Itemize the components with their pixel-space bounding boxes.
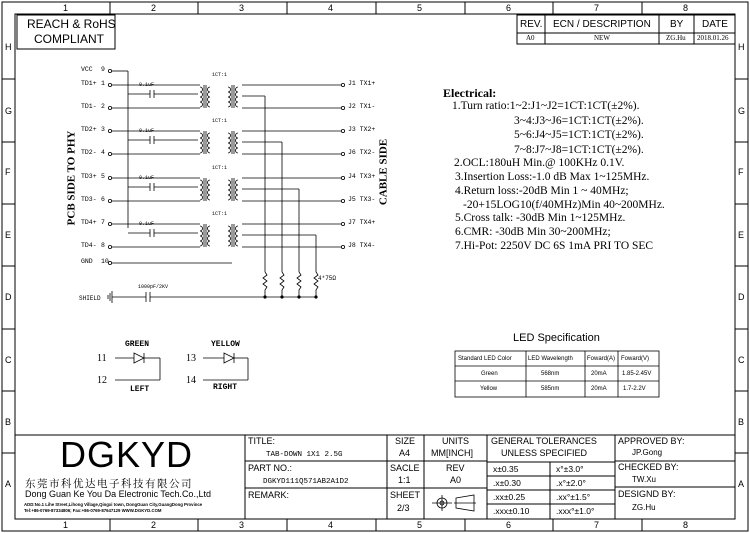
left-pin-name: TD3- (81, 196, 97, 203)
electrical-spec-line: 7~8:J7~J8=1CT:1CT(±2%). (514, 144, 644, 156)
by-header: BY (670, 19, 684, 30)
grid-col-label-bottom: 6 (506, 520, 512, 530)
electrical-spec-line: 1.Turn ratio:1~2:J1~J2=1CT:1CT(±2%). (452, 100, 640, 112)
grid-row-label-left: E (5, 230, 12, 240)
electrical-spec-line: 6.CMR: -30dB Min 30~200MHz; (455, 226, 611, 238)
grid-row-label-right: F (738, 167, 744, 177)
scale-label: SACLE (390, 463, 420, 473)
cap-label: 0.1uF (139, 221, 155, 227)
transformer-schematic (108, 69, 345, 303)
led-spec-cell: Green (481, 371, 498, 377)
grid-col-label-top: 4 (328, 3, 334, 13)
sheet-label: SHEET (390, 490, 421, 500)
compliance-line-1: REACH & RoHS (27, 17, 116, 31)
tolerance-linear: .xx±0.25 (493, 492, 526, 502)
grid-row-label-right: E (738, 230, 745, 240)
tolerance-angular: x°±3.0° (556, 464, 584, 474)
led-spec-cell: 1.85-2.45V (622, 371, 652, 377)
units-value: MM[INCH] (431, 448, 473, 458)
ecn-header: ECN / DESCRIPTION (553, 19, 651, 30)
grid-col-label-bottom: 2 (151, 520, 157, 530)
rev-header: REV. (520, 19, 543, 30)
left-pin-number: 5 (101, 173, 105, 180)
grid-col-label-bottom: 3 (239, 520, 245, 530)
left-pin-name: TD1+ (81, 80, 97, 87)
grid-col-label-top: 2 (151, 3, 157, 13)
left-pin-number: 1 (101, 80, 105, 87)
led-spec-header-1: LED Wavelength (528, 356, 573, 362)
led-spec-header-0: Standard LED Color (458, 356, 512, 362)
led-yellow-pin-a: 13 (186, 353, 196, 364)
turns-ratio-label: 1CT:1 (212, 211, 228, 217)
turns-ratio-label: 1CT:1 (212, 165, 228, 171)
grid-row-label-left: A (5, 479, 12, 489)
grid-col-label-top: 3 (239, 3, 245, 13)
left-pin-number: 9 (101, 66, 105, 73)
company-name-en: Dong Guan Ke You Da Electronic Tech.Co.,Ltd (25, 489, 211, 499)
right-pin-label: J6 TX2- (348, 149, 376, 156)
led-yellow-label: YELLOW (211, 340, 240, 349)
led-spec-cell: 20mA (591, 371, 607, 377)
led-green-pin-a: 11 (97, 353, 107, 364)
checked-label: CHECKED BY: (618, 462, 679, 472)
cable-side-label: CABLE SIDE (377, 138, 390, 206)
rev-value: A0 (526, 34, 535, 42)
date-value: 2018.01.26 (697, 34, 729, 42)
led-spec-header-2: Foward(A) (587, 356, 616, 362)
company-name-cn: 东莞市科优达电子科技有限公司 (25, 478, 193, 490)
cap-label: 0.1uF (139, 82, 155, 88)
cap-label: 0.1uF (139, 175, 155, 181)
tolerance-angular: .xxx°±1.0° (556, 506, 595, 516)
approved-value: JP.Gong (632, 448, 663, 457)
grid-col-label-top: 6 (506, 3, 512, 13)
right-pin-label: J1 TX1+ (348, 80, 376, 87)
tolerance-title-2: UNLESS SPECIFIED (501, 448, 588, 458)
left-pin-name: TD2- (81, 149, 97, 156)
left-pin-name: TD2+ (81, 126, 97, 133)
size-value: A4 (399, 448, 411, 458)
shield-cap-label: 1000pF/2KV (138, 284, 169, 290)
tolerance-angular: .xx°±1.5° (556, 492, 591, 502)
grid-row-label-right: H (738, 42, 745, 52)
company-contact: Tel:+86-0769-87334806; Fax:+86-0769-87647129 WWW.DGKYD.COM (24, 508, 162, 513)
tolerance-title-1: GENERAL TOLERANCES (491, 436, 597, 446)
rev-value-block: A0 (450, 475, 462, 485)
grid-row-label-right: B (738, 417, 745, 427)
grid-row-label-right: G (738, 106, 746, 116)
grid-row-label-right: A (738, 479, 745, 489)
cap-label: 0.1uF (139, 128, 155, 134)
left-pin-name: TD4- (81, 242, 97, 249)
units-label: UNITS (442, 436, 469, 446)
checked-value: TW.Xu (632, 475, 657, 484)
electrical-spec-line: 2.OCL:180uH Min.@ 100KHz 0.1V. (454, 157, 625, 169)
grid-row-label-left: B (5, 417, 12, 427)
tolerance-angular: .x°±2.0° (556, 478, 586, 488)
led-spec-title: LED Specification (513, 332, 600, 344)
grid-row-label-left: F (5, 167, 11, 177)
right-pin-label: J7 TX4+ (348, 219, 376, 226)
grid-col-label-top: 1 (63, 3, 69, 13)
remark-label: REMARK: (248, 490, 290, 500)
left-pin-name: TD4+ (81, 219, 97, 226)
led-spec-cell: 568nm (541, 371, 560, 377)
grid-col-label-bottom: 1 (63, 520, 69, 530)
part-no-label: PART NO.: (248, 463, 293, 473)
led-green-symbol (115, 353, 160, 380)
led-spec-cell: Yellow (480, 386, 498, 392)
turns-ratio-label: 1CT:1 (212, 72, 228, 78)
grid-col-label-bottom: 8 (683, 520, 689, 530)
grid-row-label-left: C (5, 355, 12, 365)
right-pin-label: J8 TX4- (348, 242, 376, 249)
led-green-label: GREEN (125, 340, 150, 349)
compliance-line-2: COMPLIANT (34, 32, 105, 46)
electrical-spec-line: 5~6:J4~J5=1CT:1CT(±2%). (514, 129, 644, 141)
left-pin-number: 7 (101, 219, 105, 226)
scale-value: 1:1 (398, 475, 411, 485)
approved-label: APPROVED BY: (618, 436, 685, 446)
electrical-spec-line: 5.Cross talk: -30dB Min 1~125MHz. (455, 212, 626, 224)
grid-col-label-top: 7 (594, 3, 600, 13)
projection-symbol (432, 495, 476, 511)
design-value: ZG.Hu (632, 503, 656, 512)
right-pin-label: J5 TX3- (348, 196, 376, 203)
led-yellow-symbol (203, 353, 248, 380)
date-header: DATE (702, 19, 728, 30)
design-label: DESIGND BY: (618, 489, 676, 499)
grid-row-label-left: H (5, 42, 12, 52)
led-green-pin-b: 12 (97, 375, 107, 386)
tolerance-linear: .x±0.30 (493, 478, 521, 488)
electrical-spec-line: -20+15LOG10(f/40MHz)Min 40~200MHz. (463, 199, 665, 211)
led-green-side: LEFT (130, 385, 150, 394)
shield-label: SHIELD (79, 295, 101, 302)
tolerance-linear: .xxx±0.10 (493, 506, 530, 516)
left-pin-name: GND (81, 258, 93, 265)
sheet-value: 2/3 (397, 503, 410, 513)
grid-row-label-left: G (5, 106, 13, 116)
right-pin-label: J4 TX3+ (348, 173, 376, 180)
size-label: SIZE (395, 436, 416, 446)
left-pin-number: 2 (101, 103, 105, 110)
left-pin-number: 8 (101, 242, 105, 249)
grid-col-label-bottom: 5 (417, 520, 423, 530)
led-spec-cell: 1.7-2.2V (623, 386, 646, 392)
electrical-spec-line: 3~4:J3~J6=1CT:1CT(±2%). (514, 115, 644, 127)
company-logo: DGKYD (60, 434, 194, 475)
grid-col-label-bottom: 7 (594, 520, 600, 530)
right-pin-label: J3 TX2+ (348, 126, 376, 133)
turns-ratio-label: 1CT:1 (212, 118, 228, 124)
pcb-side-label: PCB SIDE TO PHY (65, 130, 78, 226)
ecn-value: NEW (594, 34, 610, 42)
left-pin-name: TD3+ (81, 173, 97, 180)
tolerance-linear: x±0.35 (493, 464, 519, 474)
left-pin-number: 4 (101, 149, 105, 156)
led-yellow-side: RIGHT (213, 383, 238, 392)
part-no-value: DGKYD111Q571AB2A1D2 (263, 478, 349, 486)
left-pin-number: 6 (101, 196, 105, 203)
electrical-spec-line: 7.Hi-Pot: 2250V DC 6S 1mA PRI TO SEC (455, 240, 654, 252)
led-spec-header-3: Foward(V) (621, 356, 650, 362)
left-pin-name: TD1- (81, 103, 97, 110)
grid-col-label-top: 5 (417, 3, 423, 13)
grid-row-label-right: D (738, 292, 745, 302)
right-pin-label: J2 TX1- (348, 103, 376, 110)
led-spec-cell: 20mA (591, 386, 607, 392)
grid-col-label-top: 8 (683, 3, 689, 13)
grid-row-label-left: D (5, 292, 12, 302)
company-address: ADD:No.1 Lihe Street,Lihong Village,Qingxi town, DongGuan City,GuangDong Province (24, 502, 203, 507)
title-label: TITLE: (248, 436, 276, 446)
led-yellow-pin-b: 14 (186, 375, 196, 386)
electrical-spec-line: 4.Return loss:-20dB Min 1 ~ 40MHz; (455, 185, 629, 197)
electrical-spec-line: 3.Insertion Loss:-1.0 dB Max 1~125MHz. (455, 171, 650, 183)
rev-label: REV (446, 463, 465, 473)
grid-col-label-bottom: 4 (328, 520, 334, 530)
by-value: ZG.Hu (666, 34, 686, 42)
resistor-label: 4*75Ω (318, 275, 337, 282)
electrical-title: Electrical: (443, 86, 497, 100)
left-pin-name: VCC (81, 66, 93, 73)
grid-row-label-right: C (738, 355, 745, 365)
title-value: TAB-DOWN 1X1 2.5G (266, 451, 343, 459)
left-pin-number: 3 (101, 126, 105, 133)
left-pin-number: 10 (101, 258, 109, 265)
led-spec-cell: 585nm (541, 386, 560, 392)
